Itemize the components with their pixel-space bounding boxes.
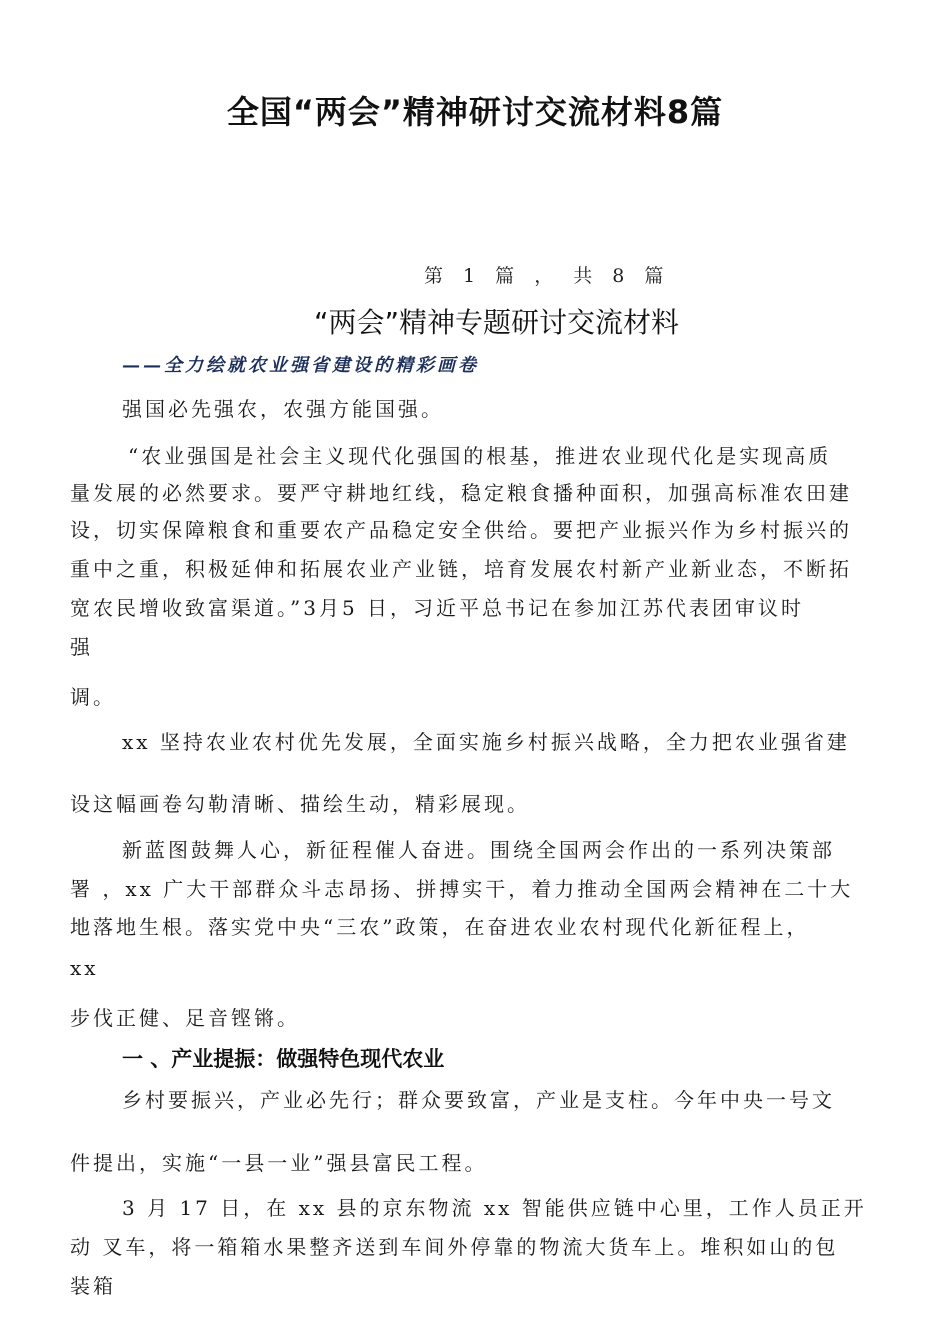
paragraph-line: 调。 (70, 685, 116, 709)
paragraph-line: 地落地生根。落实党中央“三农”政策，在奋进农业农村现代化新征程上， (70, 915, 810, 939)
paragraph-line: 步伐正健、足音铿锵。 (70, 1006, 300, 1030)
article-subtitle: ——全力绘就农业强省建设的精彩画卷 (122, 355, 479, 376)
part-label: 第 1 篇 ， 共 8 篇 (424, 265, 671, 287)
paragraph-line: 署 ，xx 广大干部群众斗志昂扬、拼搏实干，着力推动全国两会精神在二十大 (70, 877, 854, 901)
paragraph-line: 强国必先强农，农强方能国强。 (122, 397, 444, 421)
paragraph-line: 宽农民增收致富渠道。”3月5 日，习近平总书记在参加江苏代表团审议时 (70, 596, 805, 620)
paragraph-line: 装箱 (70, 1274, 116, 1298)
article-title: “两会”精神专题研讨交流材料 (314, 306, 680, 339)
paragraph-line: 量发展的必然要求。要严守耕地红线，稳定粮食播种面积，加强高标准农田建 (70, 481, 852, 505)
paragraph-line: 动 叉车，将一箱箱水果整齐送到车间外停靠的物流大货车上。堆积如山的包 (70, 1235, 839, 1259)
paragraph-line: 件提出，实施“一县一业”强县富民工程。 (70, 1151, 488, 1175)
section-heading: 一 、产业提振：做强特色现代农业 (122, 1047, 445, 1071)
paragraph-line: 乡村要振兴，产业必先行；群众要致富，产业是支柱。今年中央一号文 (122, 1088, 835, 1112)
paragraph-line: 设，切实保障粮食和重要农产品稳定安全供给。要把产业振兴作为乡村振兴的 (70, 518, 852, 542)
document-title: 全国“两会”精神研讨交流材料8篇 (226, 93, 724, 131)
paragraph-line: xx 坚持农业农村优先发展，全面实施乡村振兴战略，全力把农业强省建 (122, 730, 850, 754)
paragraph-line: 新蓝图鼓舞人心，新征程催人奋进。围绕全国两会作出的一系列决策部 (122, 838, 835, 862)
paragraph-line: 3 月 17 日，在 xx 县的京东物流 xx 智能供应链中心里，工作人员正开 (122, 1196, 867, 1220)
paragraph-line: “农业强国是社会主义现代化强国的根基，推进农业现代化是实现高质 (128, 444, 832, 468)
paragraph-line: 强 (70, 635, 93, 659)
paragraph-line: 重中之重，积极延伸和拓展农业产业链，培育发展农村新产业新业态，不断拓 (70, 557, 852, 581)
paragraph-line: xx (70, 956, 99, 980)
paragraph-line: 设这幅画卷勾勒清晰、描绘生动，精彩展现。 (70, 792, 530, 816)
